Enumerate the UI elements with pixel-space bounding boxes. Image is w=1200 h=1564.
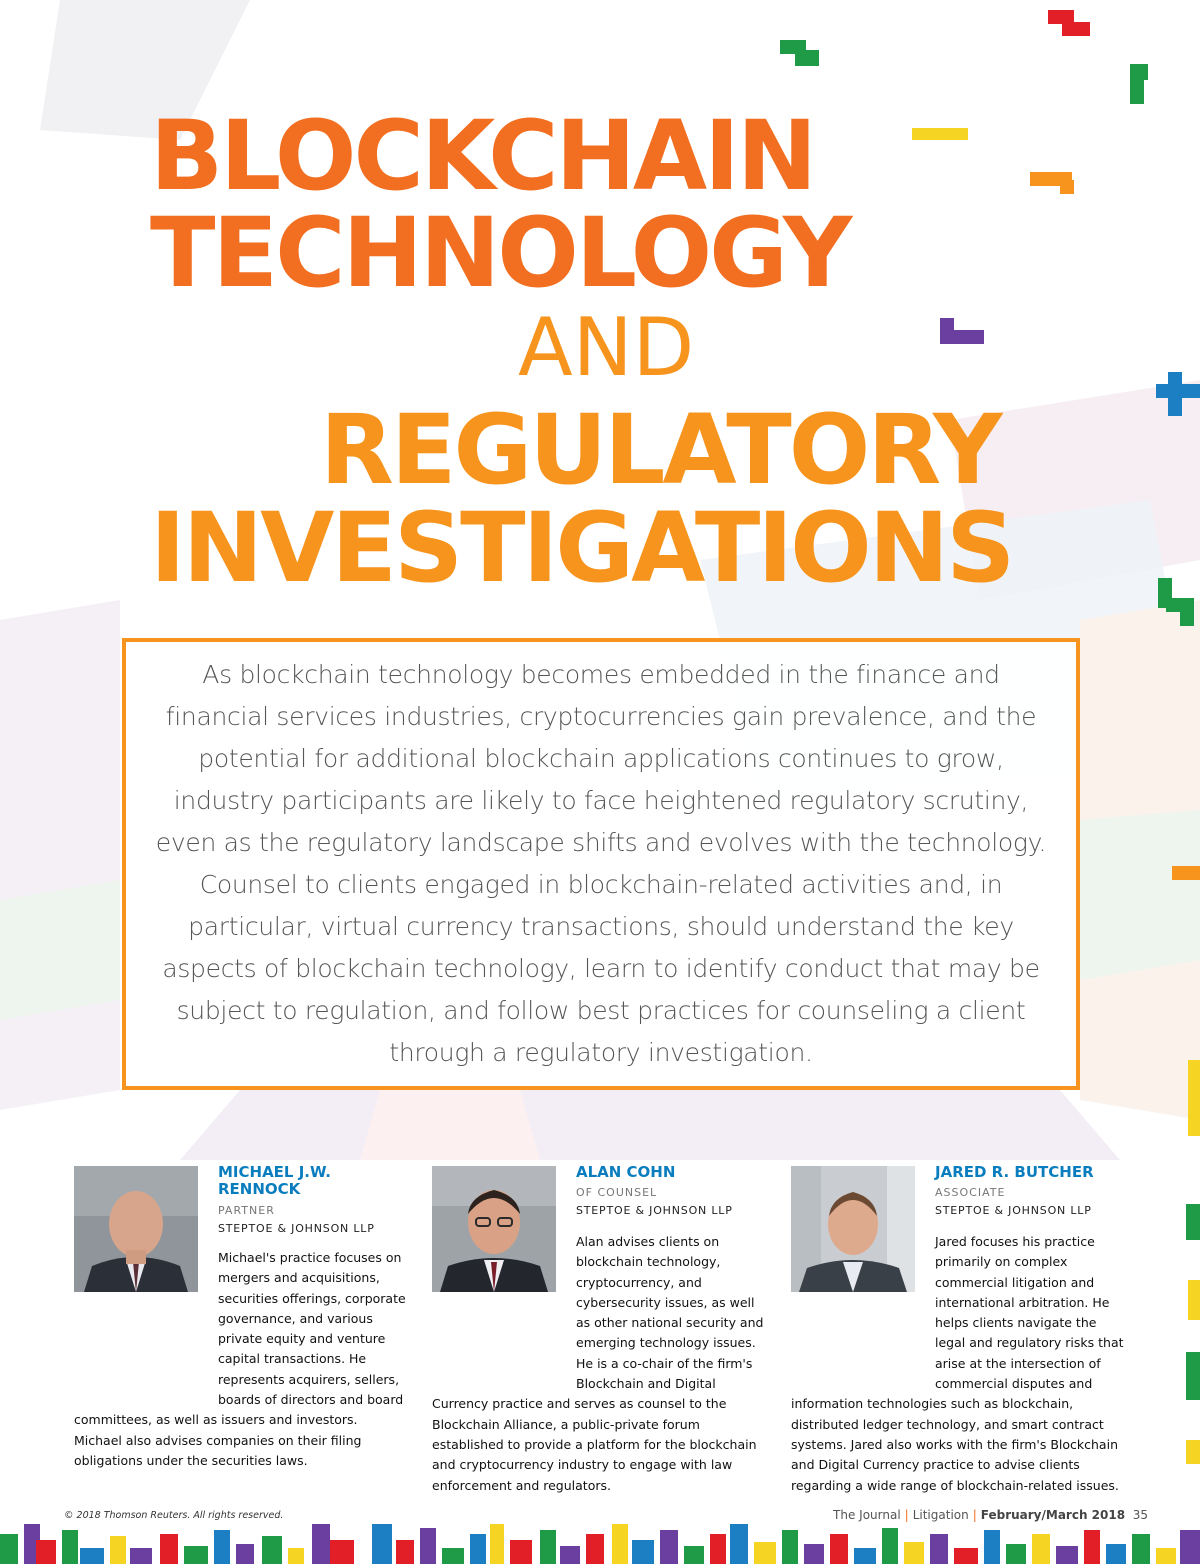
title-line-3: AND [518, 301, 695, 394]
author-photo [791, 1166, 915, 1292]
author-bio: Jared focuses his practice primarily on complex commercial litigation and international arbitration. He helps clients navigate the legal and regulatory risks that arise at the intersection of commercial disputes and information technologies such as blockchain, distributed ledger technology, and smart contract systems. Jared also works with the firm's Blockchain and Digital Currency practice to advise clients regarding a wide range of blockchain-related issues. [791, 1234, 1124, 1493]
journal-issue: February/March 2018 [980, 1508, 1126, 1522]
journal-name: The Journal [833, 1508, 901, 1522]
author-photo [432, 1166, 556, 1292]
author-firm: STEPTOE & JOHNSON LLP [576, 1204, 733, 1217]
copyright-notice: © 2018 Thomson Reuters. All rights reserved. [64, 1510, 284, 1521]
title-line-5: INVESTIGATIONS [150, 492, 1013, 604]
author-role: PARTNER [218, 1204, 275, 1217]
author-bio: Michael's practice focuses on mergers and acquisitions, securities offerings, corporate governance, and various private equity and venture capital transactions. He represents acquirers, sellers, boards of directors and board committees, as well as issuers and investors. Michael also advises companies on their filing obligations under the securities laws. [74, 1250, 406, 1468]
title-line-1: BLOCKCHAIN [150, 100, 815, 212]
author-bio: Alan advises clients on blockchain technology, cryptocurrency, and cybersecurity issues, as well as other national security and emerging technology issues. He is a co-chair of the firm's Blockchain and Digital Currency practice and serves as counsel to the Blockchain Alliance, a public-private forum established to provide a platform for the blockchain and cryptocurrency industry to engage with law enforcement and regulators. [432, 1234, 764, 1493]
intro-text: As blockchain technology becomes embedded in the finance and financial services industries, cryptocurrencies gain prevalence, and the potential for additional blockchain applications continues to grow, industry participants are likely to face heightened regulatory scrutiny, even as the regulatory landscape shifts and evolves with the technology. Counsel to clients engaged in blockchain-related activities and, in particular, virtual currency transactions, should understand the key aspects of blockchain technology, learn to identify conduct that may be subject to regulation, and follow best practices for counseling a client through a regulatory investigation. [155, 660, 1047, 1067]
journal-section: Litigation [912, 1508, 969, 1522]
author-michael-rennock [74, 1162, 409, 1482]
author-firm: STEPTOE & JOHNSON LLP [218, 1222, 375, 1235]
page-number: 35 [1132, 1508, 1148, 1522]
author-firm: STEPTOE & JOHNSON LLP [935, 1204, 1092, 1217]
page-footer: The Journal | Litigation | February/March 2018 35 [833, 1508, 1148, 1522]
author-jared-butcher [791, 1162, 1126, 1493]
author-role: ASSOCIATE [935, 1186, 1006, 1199]
author-photo [74, 1166, 198, 1292]
title-line-4: REGULATORY [320, 394, 1000, 506]
author-name: JARED R. BUTCHER [935, 1163, 1094, 1181]
intro-box [122, 638, 1080, 1090]
author-name: MICHAEL J.W. RENNOCK [218, 1163, 332, 1198]
title-line-2: TECHNOLOGY [150, 197, 850, 309]
author-role: OF COUNSEL [576, 1186, 658, 1199]
author-alan-cohn [432, 1162, 767, 1493]
author-name: ALAN COHN [576, 1163, 676, 1181]
